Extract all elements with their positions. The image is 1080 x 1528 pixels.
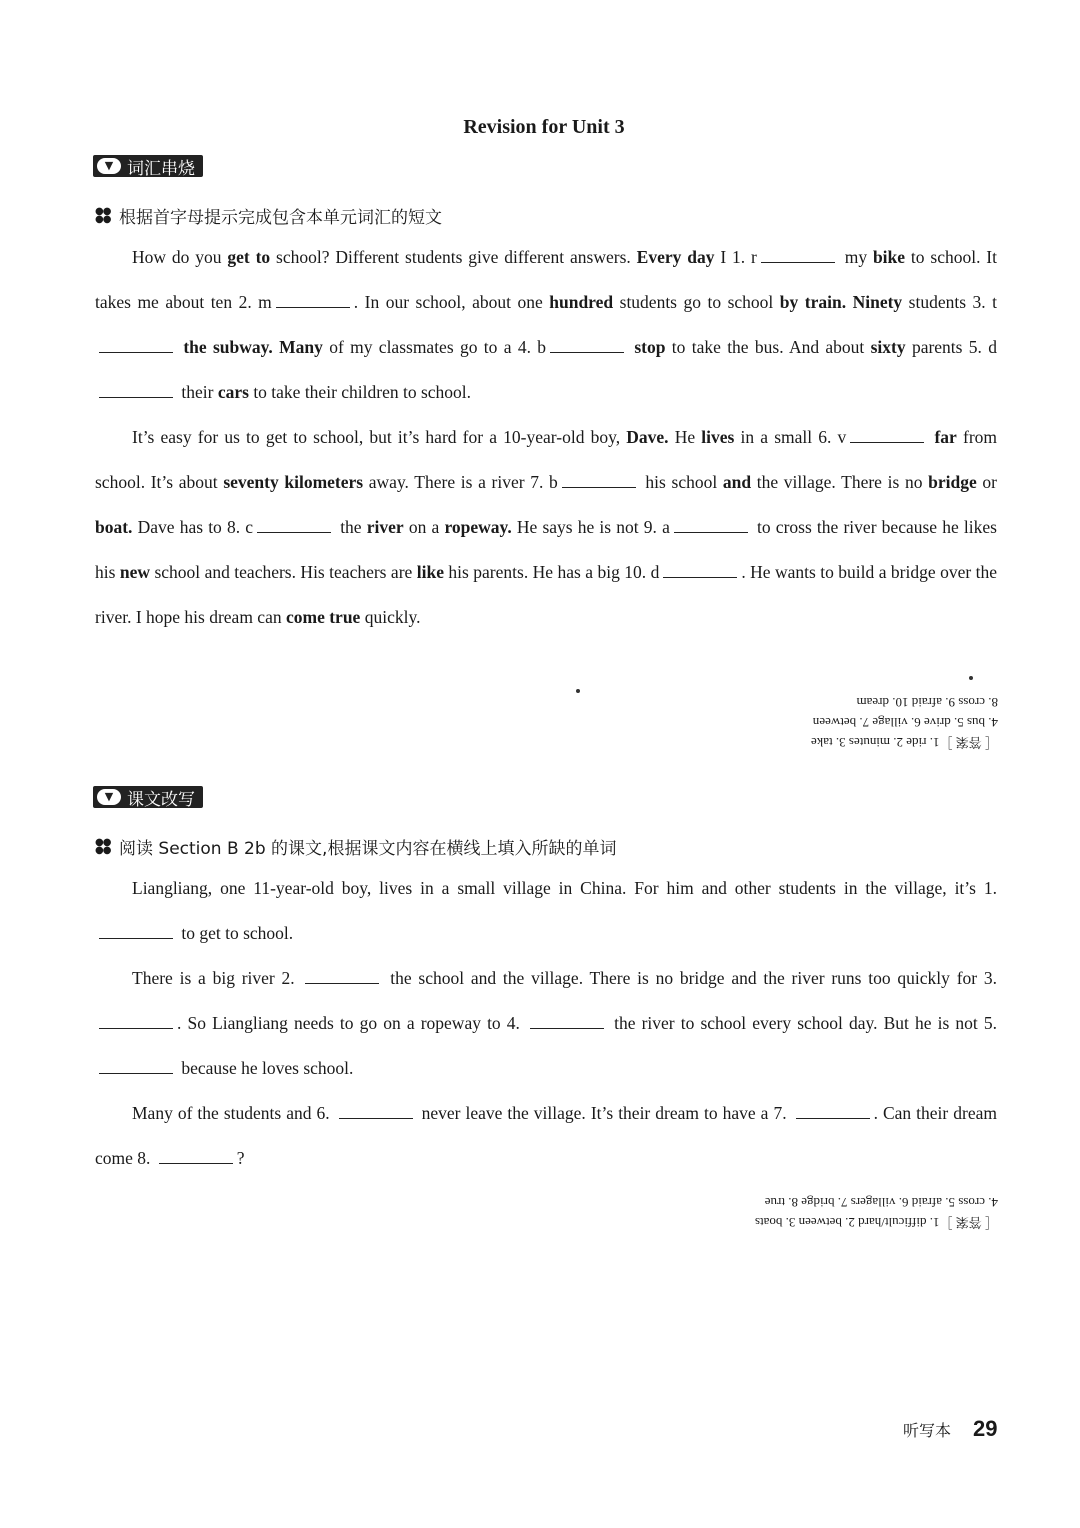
answer-blank[interactable] — [674, 514, 748, 533]
bold-term: get to — [227, 247, 271, 267]
answer-blank[interactable] — [257, 514, 331, 533]
section-tag-vocabulary — [93, 155, 203, 177]
bold-term: cars — [217, 382, 249, 402]
section-tag-label: 课文改写 — [127, 789, 195, 810]
answer-blank[interactable] — [339, 1100, 413, 1119]
answer-blank[interactable] — [159, 1145, 233, 1164]
bold-term: lives — [701, 427, 735, 447]
answer-blank[interactable] — [276, 289, 350, 308]
bold-term: boat. — [95, 517, 133, 537]
bold-term: and — [722, 472, 752, 492]
passage-paragraph: Liangliang, one 11-year-old boy, lives in a small village in China. For him and other students in the village, it’s 1. to get to school. — [95, 866, 997, 956]
bold-term: hundred — [549, 292, 614, 312]
speck — [576, 689, 580, 693]
answer-line: ［ 答案 ］1. difficult/hard 2. between 3. boats — [754, 1215, 998, 1230]
bold-term: train. — [804, 292, 847, 312]
instruction-text: 根据首字母提示完成包含本单元词汇的短文 — [119, 208, 442, 228]
answer-blank[interactable] — [530, 1010, 604, 1029]
bold-term: come — [285, 607, 325, 627]
chevron-down-icon: ▼ — [97, 158, 121, 174]
answer-blank[interactable] — [99, 1055, 173, 1074]
answer-line: 8. cross 9. afraid 10. dream — [856, 695, 998, 710]
answer-blank[interactable] — [663, 559, 737, 578]
bold-term: ropeway. — [444, 517, 512, 537]
answer-key — [740, 692, 998, 752]
answer-blank[interactable] — [305, 965, 379, 984]
bold-term: river — [366, 517, 404, 537]
answer-line: ［ 答案 ］1. ride 2. minutes 3. take — [810, 735, 998, 750]
dots-icon: ●● ●● — [95, 836, 111, 856]
section1-instruction — [95, 203, 442, 228]
dots-icon: ●● ●● — [95, 205, 111, 225]
answer-blank[interactable] — [550, 334, 624, 353]
chevron-down-icon: ▼ — [97, 789, 121, 805]
answer-blank[interactable] — [99, 379, 173, 398]
bold-term: stop — [634, 337, 666, 357]
bold-term: Dave. — [626, 427, 669, 447]
section2-passage — [95, 866, 997, 1181]
answer-blank[interactable] — [99, 920, 173, 939]
bold-term: new — [119, 562, 151, 582]
bold-term: like — [416, 562, 444, 582]
bold-term: bridge — [928, 472, 977, 492]
answer-line: 4. cross 5. afraid 6. villagers 7. bridge 8. true — [764, 1195, 998, 1210]
bold-term: sixty — [870, 337, 906, 357]
bold-term: true — [329, 607, 361, 627]
bold-term: bike — [872, 247, 906, 267]
answer-blank[interactable] — [796, 1100, 870, 1119]
bold-term: by — [779, 292, 799, 312]
book-name: 听写本 — [903, 1421, 952, 1440]
answer-blank[interactable] — [761, 244, 835, 263]
page-number: 29 — [973, 1416, 998, 1441]
bold-term: the subway. — [183, 337, 273, 357]
passage-paragraph: There is a big river 2. the school and the village. There is no bridge and the river runs too quickly for 3. . So Liangliang needs to go on a ropeway to 4. the river to school every school day. But he is not 5. because he loves school. — [95, 956, 997, 1091]
passage-paragraph: It’s easy for us to get to school, but it’s hard for a 10-year-old boy, Dave. He lives in a small 6. v far from school. It’s about seventy kilometers away. There is a river 7. b his school and the village. There is no bridge or boat. Dave has to 8. c the river on a ropeway. He says he is not 9. a to cross the river because he likes his new school and teachers. His teachers are like his parents. He has a big 10. d . He wants to build a bridge over the river. I hope his dream can come true quickly. — [95, 415, 997, 640]
answer-blank[interactable] — [850, 424, 924, 443]
answer-blank[interactable] — [562, 469, 636, 488]
instruction-text: 阅读 Section B 2b 的课文,根据课文内容在横线上填入所缺的单词 — [119, 839, 617, 859]
bold-term: far — [934, 427, 957, 447]
bold-term: seventy kilometers — [223, 472, 364, 492]
section-tag-label: 词汇串烧 — [127, 158, 195, 179]
answer-line: 4. bus 5. drive 6. village 7. between — [812, 715, 998, 730]
answer-blank[interactable] — [99, 1010, 173, 1029]
answer-key — [740, 1192, 998, 1232]
answer-blank[interactable] — [99, 334, 173, 353]
page-footer — [903, 1416, 998, 1442]
speck — [969, 676, 973, 680]
page-title: Revision for Unit 3 — [463, 116, 625, 138]
bold-term: Many — [279, 337, 323, 357]
section1-passage — [95, 235, 997, 640]
section-tag-text-rewrite — [93, 786, 203, 808]
bold-term: Ninety — [852, 292, 903, 312]
passage-paragraph: Many of the students and 6. never leave the village. It’s their dream to have a 7. . Can their dream come 8. ? — [95, 1091, 997, 1181]
bold-term: Every day — [636, 247, 715, 267]
section2-instruction — [95, 834, 616, 859]
passage-paragraph: How do you get to school? Different students give different answers. Every day I 1. r my bike to school. It takes me about ten 2. m . In our school, about one hundred students go to school by train. Ninety students 3. t the subway. Many of my classmates go to a 4. b stop to take the bus. And about sixty parents 5. d their cars to take their children to school. — [95, 235, 997, 415]
